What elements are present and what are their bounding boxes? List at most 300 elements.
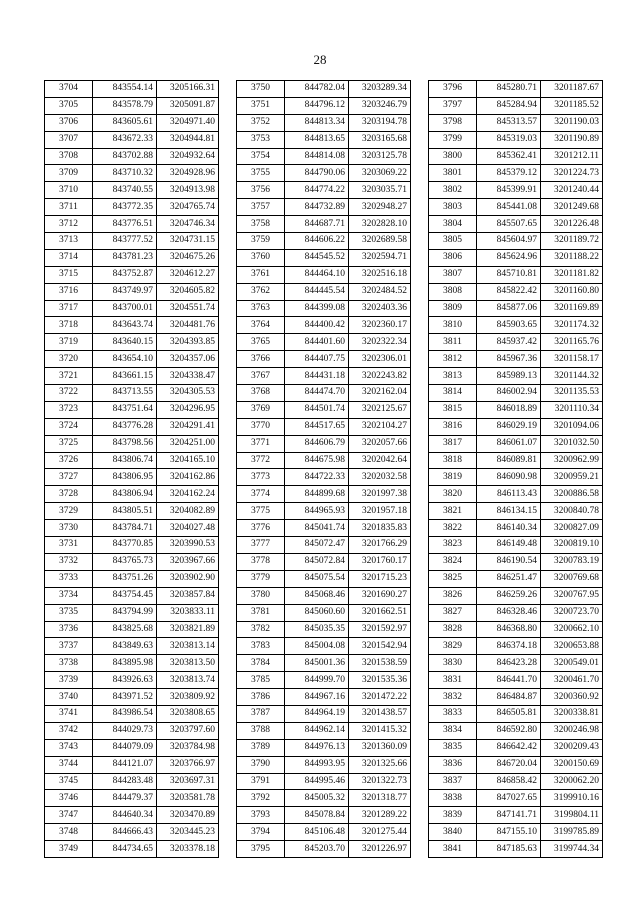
table-row [45, 739, 219, 756]
y-coordinate-cell: 3200767.95 [541, 587, 603, 604]
point-number-cell: 3792 [237, 790, 285, 807]
y-coordinate-cell: 3203470.89 [157, 807, 219, 824]
point-number-cell: 3718 [45, 317, 93, 334]
point-number-cell: 3710 [45, 182, 93, 199]
point-number-cell: 3748 [45, 824, 93, 841]
x-coordinate-cell: 844606.22 [285, 233, 349, 250]
point-number-cell: 3821 [429, 503, 477, 520]
x-coordinate-cell: 843578.79 [93, 97, 157, 114]
y-coordinate-cell: 3202322.34 [349, 334, 411, 351]
point-number-cell: 3731 [45, 537, 93, 554]
x-coordinate-cell: 846018.89 [477, 401, 541, 418]
x-coordinate-cell: 843895.98 [93, 655, 157, 672]
y-coordinate-cell: 3203697.31 [157, 773, 219, 790]
y-coordinate-cell: 3200461.70 [541, 672, 603, 689]
y-coordinate-cell: 3202948.27 [349, 199, 411, 216]
point-number-cell: 3755 [237, 165, 285, 182]
y-coordinate-cell: 3201472.22 [349, 689, 411, 706]
x-coordinate-cell: 846029.19 [477, 418, 541, 435]
coordinate-table-left [44, 80, 219, 858]
table-row [45, 131, 219, 148]
point-number-cell: 3795 [237, 841, 285, 858]
table-row [237, 503, 411, 520]
y-coordinate-cell: 3204913.98 [157, 182, 219, 199]
y-coordinate-cell: 3201135.53 [541, 385, 603, 402]
table-row [45, 604, 219, 621]
x-coordinate-cell: 844813.65 [285, 131, 349, 148]
point-number-cell: 3761 [237, 266, 285, 283]
x-coordinate-cell: 845072.47 [285, 537, 349, 554]
point-number-cell: 3839 [429, 807, 477, 824]
point-number-cell: 3771 [237, 435, 285, 452]
x-coordinate-cell: 845035.35 [285, 621, 349, 638]
table-row [429, 841, 603, 858]
x-coordinate-cell: 843776.28 [93, 418, 157, 435]
table-row [45, 841, 219, 858]
table-row [237, 165, 411, 182]
x-coordinate-cell: 844501.74 [285, 401, 349, 418]
x-coordinate-cell: 846090.98 [477, 469, 541, 486]
x-coordinate-cell: 843672.33 [93, 131, 157, 148]
table-row [429, 722, 603, 739]
x-coordinate-cell: 843752.87 [93, 266, 157, 283]
x-coordinate-cell: 845710.81 [477, 266, 541, 283]
x-coordinate-cell: 843554.14 [93, 81, 157, 98]
table-row [237, 131, 411, 148]
x-coordinate-cell: 844687.71 [285, 216, 349, 233]
y-coordinate-cell: 3201249.68 [541, 199, 603, 216]
x-coordinate-cell: 847155.10 [477, 824, 541, 841]
point-number-cell: 3717 [45, 300, 93, 317]
point-number-cell: 3801 [429, 165, 477, 182]
table-row [237, 638, 411, 655]
table-row [45, 97, 219, 114]
x-coordinate-cell: 844993.95 [285, 756, 349, 773]
point-number-cell: 3816 [429, 418, 477, 435]
point-number-cell: 3704 [45, 81, 93, 98]
table-row [237, 672, 411, 689]
y-coordinate-cell: 3201690.27 [349, 587, 411, 604]
y-coordinate-cell: 3203813.14 [157, 638, 219, 655]
table-row [429, 182, 603, 199]
table-row [45, 722, 219, 739]
x-coordinate-cell: 845967.36 [477, 351, 541, 368]
y-coordinate-cell: 3201766.29 [349, 537, 411, 554]
x-coordinate-cell: 846328.46 [477, 604, 541, 621]
table-row [429, 604, 603, 621]
y-coordinate-cell: 3201110.34 [541, 401, 603, 418]
point-number-cell: 3815 [429, 401, 477, 418]
y-coordinate-cell: 3201275.44 [349, 824, 411, 841]
table-row [429, 148, 603, 165]
point-number-cell: 3765 [237, 334, 285, 351]
point-number-cell: 3724 [45, 418, 93, 435]
y-coordinate-cell: 3204932.64 [157, 148, 219, 165]
x-coordinate-cell: 844813.34 [285, 114, 349, 131]
x-coordinate-cell: 845284.94 [477, 97, 541, 114]
table-row [45, 537, 219, 554]
point-number-cell: 3836 [429, 756, 477, 773]
point-number-cell: 3723 [45, 401, 93, 418]
y-coordinate-cell: 3200338.81 [541, 705, 603, 722]
point-number-cell: 3754 [237, 148, 285, 165]
y-coordinate-cell: 3203445.23 [157, 824, 219, 841]
x-coordinate-cell: 843805.51 [93, 503, 157, 520]
table-row [237, 469, 411, 486]
point-number-cell: 3774 [237, 486, 285, 503]
point-number-cell: 3777 [237, 537, 285, 554]
point-number-cell: 3757 [237, 199, 285, 216]
x-coordinate-cell: 845060.60 [285, 604, 349, 621]
table-row [45, 452, 219, 469]
point-number-cell: 3745 [45, 773, 93, 790]
table-row [45, 435, 219, 452]
point-number-cell: 3709 [45, 165, 93, 182]
y-coordinate-cell: 3200962.99 [541, 452, 603, 469]
y-coordinate-cell: 3201325.66 [349, 756, 411, 773]
x-coordinate-cell: 845604.97 [477, 233, 541, 250]
point-number-cell: 3766 [237, 351, 285, 368]
page-number: 28 [313, 52, 327, 67]
point-number-cell: 3775 [237, 503, 285, 520]
table-row [237, 824, 411, 841]
y-coordinate-cell: 3202125.67 [349, 401, 411, 418]
point-number-cell: 3785 [237, 672, 285, 689]
table-row [45, 621, 219, 638]
x-coordinate-cell: 843806.74 [93, 452, 157, 469]
table-row [237, 739, 411, 756]
point-number-cell: 3716 [45, 283, 93, 300]
y-coordinate-cell: 3200959.21 [541, 469, 603, 486]
point-number-cell: 3763 [237, 300, 285, 317]
table-row [429, 131, 603, 148]
point-number-cell: 3707 [45, 131, 93, 148]
x-coordinate-cell: 846190.54 [477, 553, 541, 570]
table-row [429, 418, 603, 435]
table-row [45, 638, 219, 655]
x-coordinate-cell: 845005.32 [285, 790, 349, 807]
y-coordinate-cell: 3201360.09 [349, 739, 411, 756]
x-coordinate-cell: 846720.04 [477, 756, 541, 773]
x-coordinate-cell: 844782.04 [285, 81, 349, 98]
table-row [429, 503, 603, 520]
y-coordinate-cell: 3202057.66 [349, 435, 411, 452]
point-number-cell: 3838 [429, 790, 477, 807]
y-coordinate-cell: 3202689.58 [349, 233, 411, 250]
table-row [45, 182, 219, 199]
y-coordinate-cell: 3203035.71 [349, 182, 411, 199]
point-number-cell: 3713 [45, 233, 93, 250]
table-row [45, 520, 219, 537]
table-row [429, 756, 603, 773]
y-coordinate-cell: 3204305.53 [157, 385, 219, 402]
point-number-cell: 3742 [45, 722, 93, 739]
y-coordinate-cell: 3201185.52 [541, 97, 603, 114]
table-row [429, 97, 603, 114]
x-coordinate-cell: 844962.14 [285, 722, 349, 739]
table-row [429, 807, 603, 824]
x-coordinate-cell: 843806.94 [93, 486, 157, 503]
point-number-cell: 3807 [429, 266, 477, 283]
y-coordinate-cell: 3200549.01 [541, 655, 603, 672]
y-coordinate-cell: 3200769.68 [541, 570, 603, 587]
table-row [237, 182, 411, 199]
x-coordinate-cell: 843710.32 [93, 165, 157, 182]
point-number-cell: 3791 [237, 773, 285, 790]
table-row [429, 621, 603, 638]
point-number-cell: 3759 [237, 233, 285, 250]
x-coordinate-cell: 843849.63 [93, 638, 157, 655]
point-number-cell: 3784 [237, 655, 285, 672]
table-row [237, 114, 411, 131]
x-coordinate-cell: 844722.33 [285, 469, 349, 486]
table-row [237, 97, 411, 114]
y-coordinate-cell: 3199744.34 [541, 841, 603, 858]
point-number-cell: 3756 [237, 182, 285, 199]
y-coordinate-cell: 3200246.98 [541, 722, 603, 739]
y-coordinate-cell: 3204746.34 [157, 216, 219, 233]
table-row [45, 773, 219, 790]
x-coordinate-cell: 845106.48 [285, 824, 349, 841]
table-row [237, 520, 411, 537]
y-coordinate-cell: 3204675.26 [157, 249, 219, 266]
x-coordinate-cell: 845280.71 [477, 81, 541, 98]
table-row [237, 790, 411, 807]
y-coordinate-cell: 3201226.97 [349, 841, 411, 858]
x-coordinate-cell: 843777.52 [93, 233, 157, 250]
table-row [45, 317, 219, 334]
point-number-cell: 3747 [45, 807, 93, 824]
x-coordinate-cell: 843740.55 [93, 182, 157, 199]
x-coordinate-cell: 844976.13 [285, 739, 349, 756]
point-number-cell: 3721 [45, 368, 93, 385]
x-coordinate-cell: 843770.85 [93, 537, 157, 554]
point-number-cell: 3722 [45, 385, 93, 402]
table-row [429, 537, 603, 554]
y-coordinate-cell: 3200783.19 [541, 553, 603, 570]
table-row [429, 655, 603, 672]
point-number-cell: 3749 [45, 841, 93, 858]
x-coordinate-cell: 845441.08 [477, 199, 541, 216]
coordinate-table-right [428, 80, 603, 858]
y-coordinate-cell: 3201226.48 [541, 216, 603, 233]
point-number-cell: 3800 [429, 148, 477, 165]
x-coordinate-cell: 844407.75 [285, 351, 349, 368]
table-row [237, 418, 411, 435]
y-coordinate-cell: 3201835.83 [349, 520, 411, 537]
point-number-cell: 3719 [45, 334, 93, 351]
x-coordinate-cell: 844079.09 [93, 739, 157, 756]
x-coordinate-cell: 846484.87 [477, 689, 541, 706]
y-coordinate-cell: 3205091.87 [157, 97, 219, 114]
point-number-cell: 3802 [429, 182, 477, 199]
x-coordinate-cell: 843776.51 [93, 216, 157, 233]
y-coordinate-cell: 3200819.10 [541, 537, 603, 554]
y-coordinate-cell: 3204605.82 [157, 283, 219, 300]
point-number-cell: 3734 [45, 587, 93, 604]
point-number-cell: 3817 [429, 435, 477, 452]
table-row [237, 604, 411, 621]
x-coordinate-cell: 846149.48 [477, 537, 541, 554]
point-number-cell: 3788 [237, 722, 285, 739]
point-number-cell: 3764 [237, 317, 285, 334]
table-row [45, 756, 219, 773]
y-coordinate-cell: 3201032.50 [541, 435, 603, 452]
table-row [237, 841, 411, 858]
y-coordinate-cell: 3201438.57 [349, 705, 411, 722]
y-coordinate-cell: 3203246.79 [349, 97, 411, 114]
y-coordinate-cell: 3201957.18 [349, 503, 411, 520]
table-row [237, 486, 411, 503]
table-row [237, 435, 411, 452]
x-coordinate-cell: 845072.84 [285, 553, 349, 570]
x-coordinate-cell: 843825.68 [93, 621, 157, 638]
point-number-cell: 3741 [45, 705, 93, 722]
point-number-cell: 3830 [429, 655, 477, 672]
table-row [45, 418, 219, 435]
table-row [429, 165, 603, 182]
table-row [237, 722, 411, 739]
x-coordinate-cell: 843751.64 [93, 401, 157, 418]
table-row [429, 283, 603, 300]
table-row [45, 216, 219, 233]
y-coordinate-cell: 3203125.78 [349, 148, 411, 165]
y-coordinate-cell: 3203581.78 [157, 790, 219, 807]
x-coordinate-cell: 845362.41 [477, 148, 541, 165]
x-coordinate-cell: 845937.42 [477, 334, 541, 351]
point-number-cell: 3819 [429, 469, 477, 486]
x-coordinate-cell: 843751.26 [93, 570, 157, 587]
x-coordinate-cell: 843605.61 [93, 114, 157, 131]
point-number-cell: 3743 [45, 739, 93, 756]
table-row [237, 81, 411, 98]
table-row [429, 334, 603, 351]
y-coordinate-cell: 3204291.41 [157, 418, 219, 435]
table-row [237, 705, 411, 722]
x-coordinate-cell: 844967.16 [285, 689, 349, 706]
y-coordinate-cell: 3202104.27 [349, 418, 411, 435]
x-coordinate-cell: 846505.81 [477, 705, 541, 722]
table-row [429, 300, 603, 317]
y-coordinate-cell: 3201169.89 [541, 300, 603, 317]
point-number-cell: 3808 [429, 283, 477, 300]
y-coordinate-cell: 3203784.98 [157, 739, 219, 756]
y-coordinate-cell: 3203289.34 [349, 81, 411, 98]
table-row [237, 807, 411, 824]
point-number-cell: 3735 [45, 604, 93, 621]
x-coordinate-cell: 844899.68 [285, 486, 349, 503]
y-coordinate-cell: 3201144.32 [541, 368, 603, 385]
point-number-cell: 3837 [429, 773, 477, 790]
point-number-cell: 3828 [429, 621, 477, 638]
x-coordinate-cell: 846441.70 [477, 672, 541, 689]
x-coordinate-cell: 843713.55 [93, 385, 157, 402]
point-number-cell: 3736 [45, 621, 93, 638]
y-coordinate-cell: 3202162.04 [349, 385, 411, 402]
x-coordinate-cell: 846061.07 [477, 435, 541, 452]
x-coordinate-cell: 846134.15 [477, 503, 541, 520]
x-coordinate-cell: 846002.94 [477, 385, 541, 402]
x-coordinate-cell: 845379.12 [477, 165, 541, 182]
x-coordinate-cell: 844545.52 [285, 249, 349, 266]
table-row [237, 621, 411, 638]
table-row [429, 216, 603, 233]
point-number-cell: 3811 [429, 334, 477, 351]
point-number-cell: 3753 [237, 131, 285, 148]
y-coordinate-cell: 3201094.06 [541, 418, 603, 435]
y-coordinate-cell: 3204551.74 [157, 300, 219, 317]
x-coordinate-cell: 844517.65 [285, 418, 349, 435]
x-coordinate-cell: 846259.26 [477, 587, 541, 604]
table-row [45, 824, 219, 841]
coordinate-table-middle [236, 80, 411, 858]
x-coordinate-cell: 843806.95 [93, 469, 157, 486]
x-coordinate-cell: 845004.08 [285, 638, 349, 655]
y-coordinate-cell: 3200360.92 [541, 689, 603, 706]
x-coordinate-cell: 845041.74 [285, 520, 349, 537]
table-row [45, 266, 219, 283]
y-coordinate-cell: 3203809.92 [157, 689, 219, 706]
y-coordinate-cell: 3201662.51 [349, 604, 411, 621]
point-number-cell: 3738 [45, 655, 93, 672]
x-coordinate-cell: 845507.65 [477, 216, 541, 233]
table-row [237, 773, 411, 790]
y-coordinate-cell: 3200840.78 [541, 503, 603, 520]
x-coordinate-cell: 846592.80 [477, 722, 541, 739]
x-coordinate-cell: 843700.01 [93, 300, 157, 317]
table-row [45, 553, 219, 570]
point-number-cell: 3787 [237, 705, 285, 722]
table-row [429, 452, 603, 469]
table-row [45, 807, 219, 824]
table-row [237, 334, 411, 351]
point-number-cell: 3732 [45, 553, 93, 570]
point-number-cell: 3708 [45, 148, 93, 165]
x-coordinate-cell: 846113.43 [477, 486, 541, 503]
y-coordinate-cell: 3202484.52 [349, 283, 411, 300]
y-coordinate-cell: 3203766.97 [157, 756, 219, 773]
table-row [237, 266, 411, 283]
y-coordinate-cell: 3200653.88 [541, 638, 603, 655]
point-number-cell: 3727 [45, 469, 93, 486]
table-row [45, 790, 219, 807]
y-coordinate-cell: 3201997.38 [349, 486, 411, 503]
x-coordinate-cell: 843794.99 [93, 604, 157, 621]
x-coordinate-cell: 845624.96 [477, 249, 541, 266]
x-coordinate-cell: 844479.37 [93, 790, 157, 807]
table-row [45, 486, 219, 503]
point-number-cell: 3825 [429, 570, 477, 587]
table-row [429, 638, 603, 655]
y-coordinate-cell: 3204027.48 [157, 520, 219, 537]
x-coordinate-cell: 844606.79 [285, 435, 349, 452]
table-row [45, 368, 219, 385]
y-coordinate-cell: 3199785.89 [541, 824, 603, 841]
y-coordinate-cell: 3201715.23 [349, 570, 411, 587]
y-coordinate-cell: 3201158.17 [541, 351, 603, 368]
table-row [429, 790, 603, 807]
table-row [429, 739, 603, 756]
table-row [429, 824, 603, 841]
point-number-cell: 3831 [429, 672, 477, 689]
x-coordinate-cell: 844964.19 [285, 705, 349, 722]
table-row [45, 165, 219, 182]
x-coordinate-cell: 843749.97 [93, 283, 157, 300]
table-row [45, 655, 219, 672]
y-coordinate-cell: 3201240.44 [541, 182, 603, 199]
point-number-cell: 3769 [237, 401, 285, 418]
x-coordinate-cell: 844675.98 [285, 452, 349, 469]
